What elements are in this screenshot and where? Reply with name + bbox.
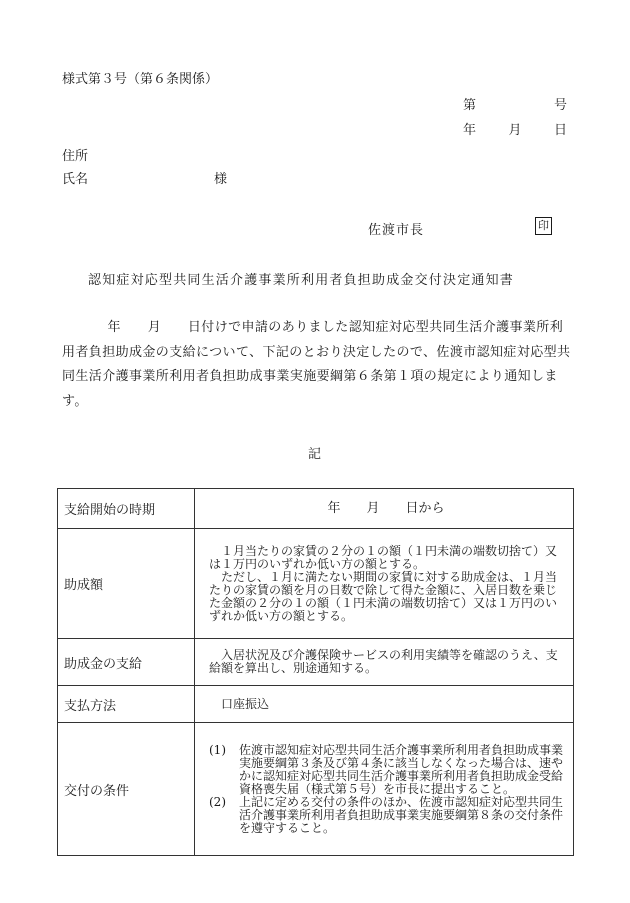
table-row xyxy=(58,529,574,639)
payment-label: 助成金の支給 xyxy=(58,639,195,686)
date-month: 月 xyxy=(508,123,522,138)
amount-value xyxy=(195,529,574,639)
condition-number: (1) xyxy=(209,742,226,757)
payment-value xyxy=(195,639,574,686)
body-paragraph: 年 月 日付けで申請のありました認知症対応型共同生活介護事業所利用者負担助成金の支給について、下記のとおり決定したので、佐渡市認知症対応型共同生活介護事業所利用者負担助成事業実施要綱第６条第１項の規定により通知します。 xyxy=(62,320,571,409)
conditions-label: 交付の条件 xyxy=(58,723,195,856)
number-suffix: 号 xyxy=(553,98,567,113)
start-label: 支給開始の時期 xyxy=(58,489,195,529)
amount-label: 助成額 xyxy=(58,529,195,639)
ki-heading: 記 xyxy=(308,447,322,462)
amount-paragraph-2: ただし、１月に満たない期間の家賃に対する助成金は、１月当たりの家賃の額を月の日数で除して得た金額に、入居日数を乗じた金額の２分の１の額（１円未満の端数切捨て）又は１万円のいずれか低い方の額とする。 xyxy=(209,569,558,623)
start-value: 年 月 日から xyxy=(195,489,574,529)
payment-text: 入居状況及び介護保険サービスの利用実績等を確認のうえ、支給額を算出し、別途通知する。 xyxy=(209,648,558,675)
condition-item xyxy=(209,744,563,796)
method-text: 口座振込 xyxy=(221,696,270,711)
seal-box: 印 xyxy=(535,217,552,235)
method-value xyxy=(195,686,574,723)
name-label: 氏名 xyxy=(62,172,89,187)
table-row xyxy=(58,489,574,529)
table-row xyxy=(58,723,574,856)
conditions-value xyxy=(195,723,574,856)
document-number xyxy=(463,94,567,113)
condition-text: 上記に定める交付の条件のほか、佐渡市認知症対応型共同生活介護事業所利用者負担助成事業実施要綱第８条の交付条件を遵守すること。 xyxy=(239,794,564,835)
date-year: 年 xyxy=(463,123,477,138)
decision-table xyxy=(57,488,574,856)
address-label: 住所 xyxy=(62,149,89,164)
honorific: 様 xyxy=(214,172,228,187)
date-day: 日 xyxy=(553,123,567,138)
table-row xyxy=(58,639,574,686)
condition-number: (2) xyxy=(209,794,226,809)
issuer-name: 佐渡市長 xyxy=(368,223,425,238)
amount-paragraph-1: １月当たりの家賃の２分の１の額（１円未満の端数切捨て）又は１万円のいずれか低い方の額とする。 xyxy=(209,543,558,571)
form-number: 様式第３号（第６条関係） xyxy=(62,72,219,87)
condition-text: 佐渡市認知症対応型共同生活介護事業所利用者負担助成事業実施要綱第３条及び第４条に該当しなくなった場合は、速やかに認知症対応型共同生活介護事業所利用者負担助成金受給資格喪失届（様式第５号）を市長に提出すること。 xyxy=(239,742,564,796)
issue-date xyxy=(463,119,567,138)
document-title: 認知症対応型共同生活介護事業所利用者負担助成金交付決定通知書 xyxy=(88,273,515,288)
table-row xyxy=(58,686,574,723)
condition-item xyxy=(209,796,563,835)
number-prefix: 第 xyxy=(463,98,477,113)
method-label: 支払方法 xyxy=(58,686,195,723)
